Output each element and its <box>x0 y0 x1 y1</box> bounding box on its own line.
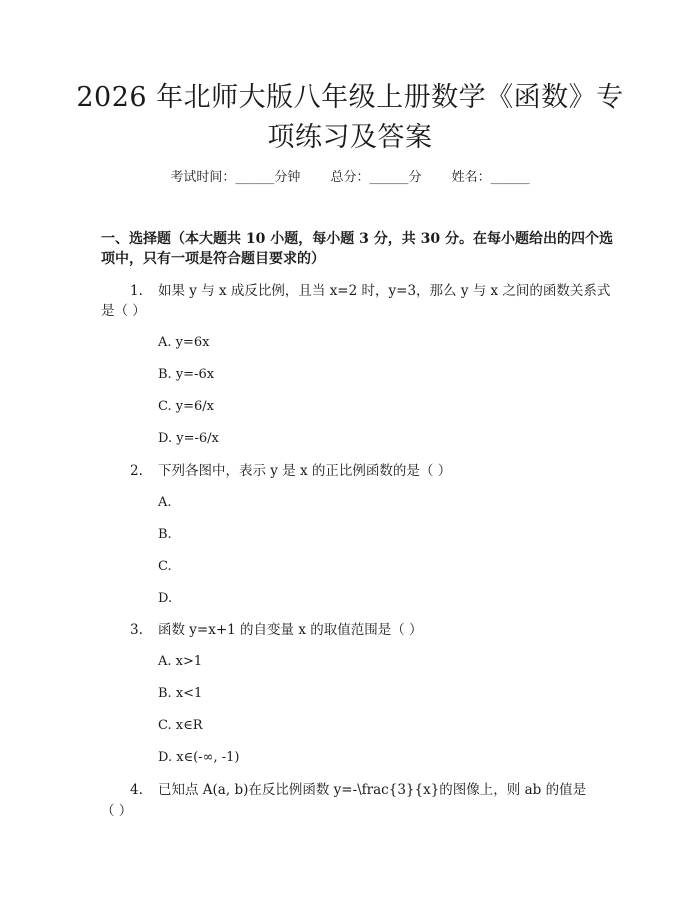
question-text: 下列各图中，表示 y 是 x 的正比例函数的是（ ） <box>158 463 452 479</box>
section-heading-line-2: 项中，只有一项是符合题目要求的） <box>101 251 325 267</box>
question-1-continuation: 是（ ） <box>101 303 146 319</box>
document-title-line-1: 2026 年北师大版八年级上册数学《函数》专 <box>76 82 624 113</box>
exam-time-field: 考试时间：______分钟 <box>170 170 301 185</box>
option-a: A. y=6x <box>158 335 210 350</box>
question-text: 函数 y=x+1 的自变量 x 的取值范围是（ ） <box>158 622 423 638</box>
question-3 <box>101 620 621 640</box>
option-b: B. x<1 <box>158 686 203 701</box>
document-title-line-2: 项练习及答案 <box>267 122 433 153</box>
question-number: 3. <box>130 622 143 638</box>
option-c: C. y=6/x <box>158 399 214 414</box>
option-d: D. y=-6/x <box>158 431 219 446</box>
option-c: C. <box>158 559 172 574</box>
option-b: B. <box>158 527 172 542</box>
question-2 <box>101 461 621 481</box>
option-a: A. x>1 <box>158 654 203 669</box>
question-number: 4. <box>130 782 143 798</box>
section-heading-line-1: 一、选择题（本大题共 10 小题，每小题 3 分，共 30 分。在每小题给出的四个选 <box>101 231 613 247</box>
exam-score-field: 总分：______分 <box>330 170 422 185</box>
option-d: D. x∈(-∞, -1) <box>158 750 240 765</box>
option-d: D. <box>158 591 173 606</box>
exam-name-field: 姓名：______ <box>451 170 530 185</box>
option-c: C. x∈R <box>158 718 203 733</box>
question-number: 1. <box>130 283 143 299</box>
option-b: B. y=-6x <box>158 367 215 382</box>
exam-info-bar <box>60 168 640 188</box>
question-text: 如果 y 与 x 成反比例，且当 x=2 时，y=3，那么 y 与 x 之间的函数关系式 <box>158 283 611 299</box>
question-1 <box>101 281 621 301</box>
question-text: 已知点 A(a, b)在反比例函数 y=-\frac{3}{x}的图像上，则 ab 的值是 <box>158 782 587 798</box>
question-4 <box>101 780 621 800</box>
question-4-continuation: （ ） <box>101 803 133 819</box>
question-number: 2. <box>130 463 143 479</box>
option-a: A. <box>158 495 172 510</box>
